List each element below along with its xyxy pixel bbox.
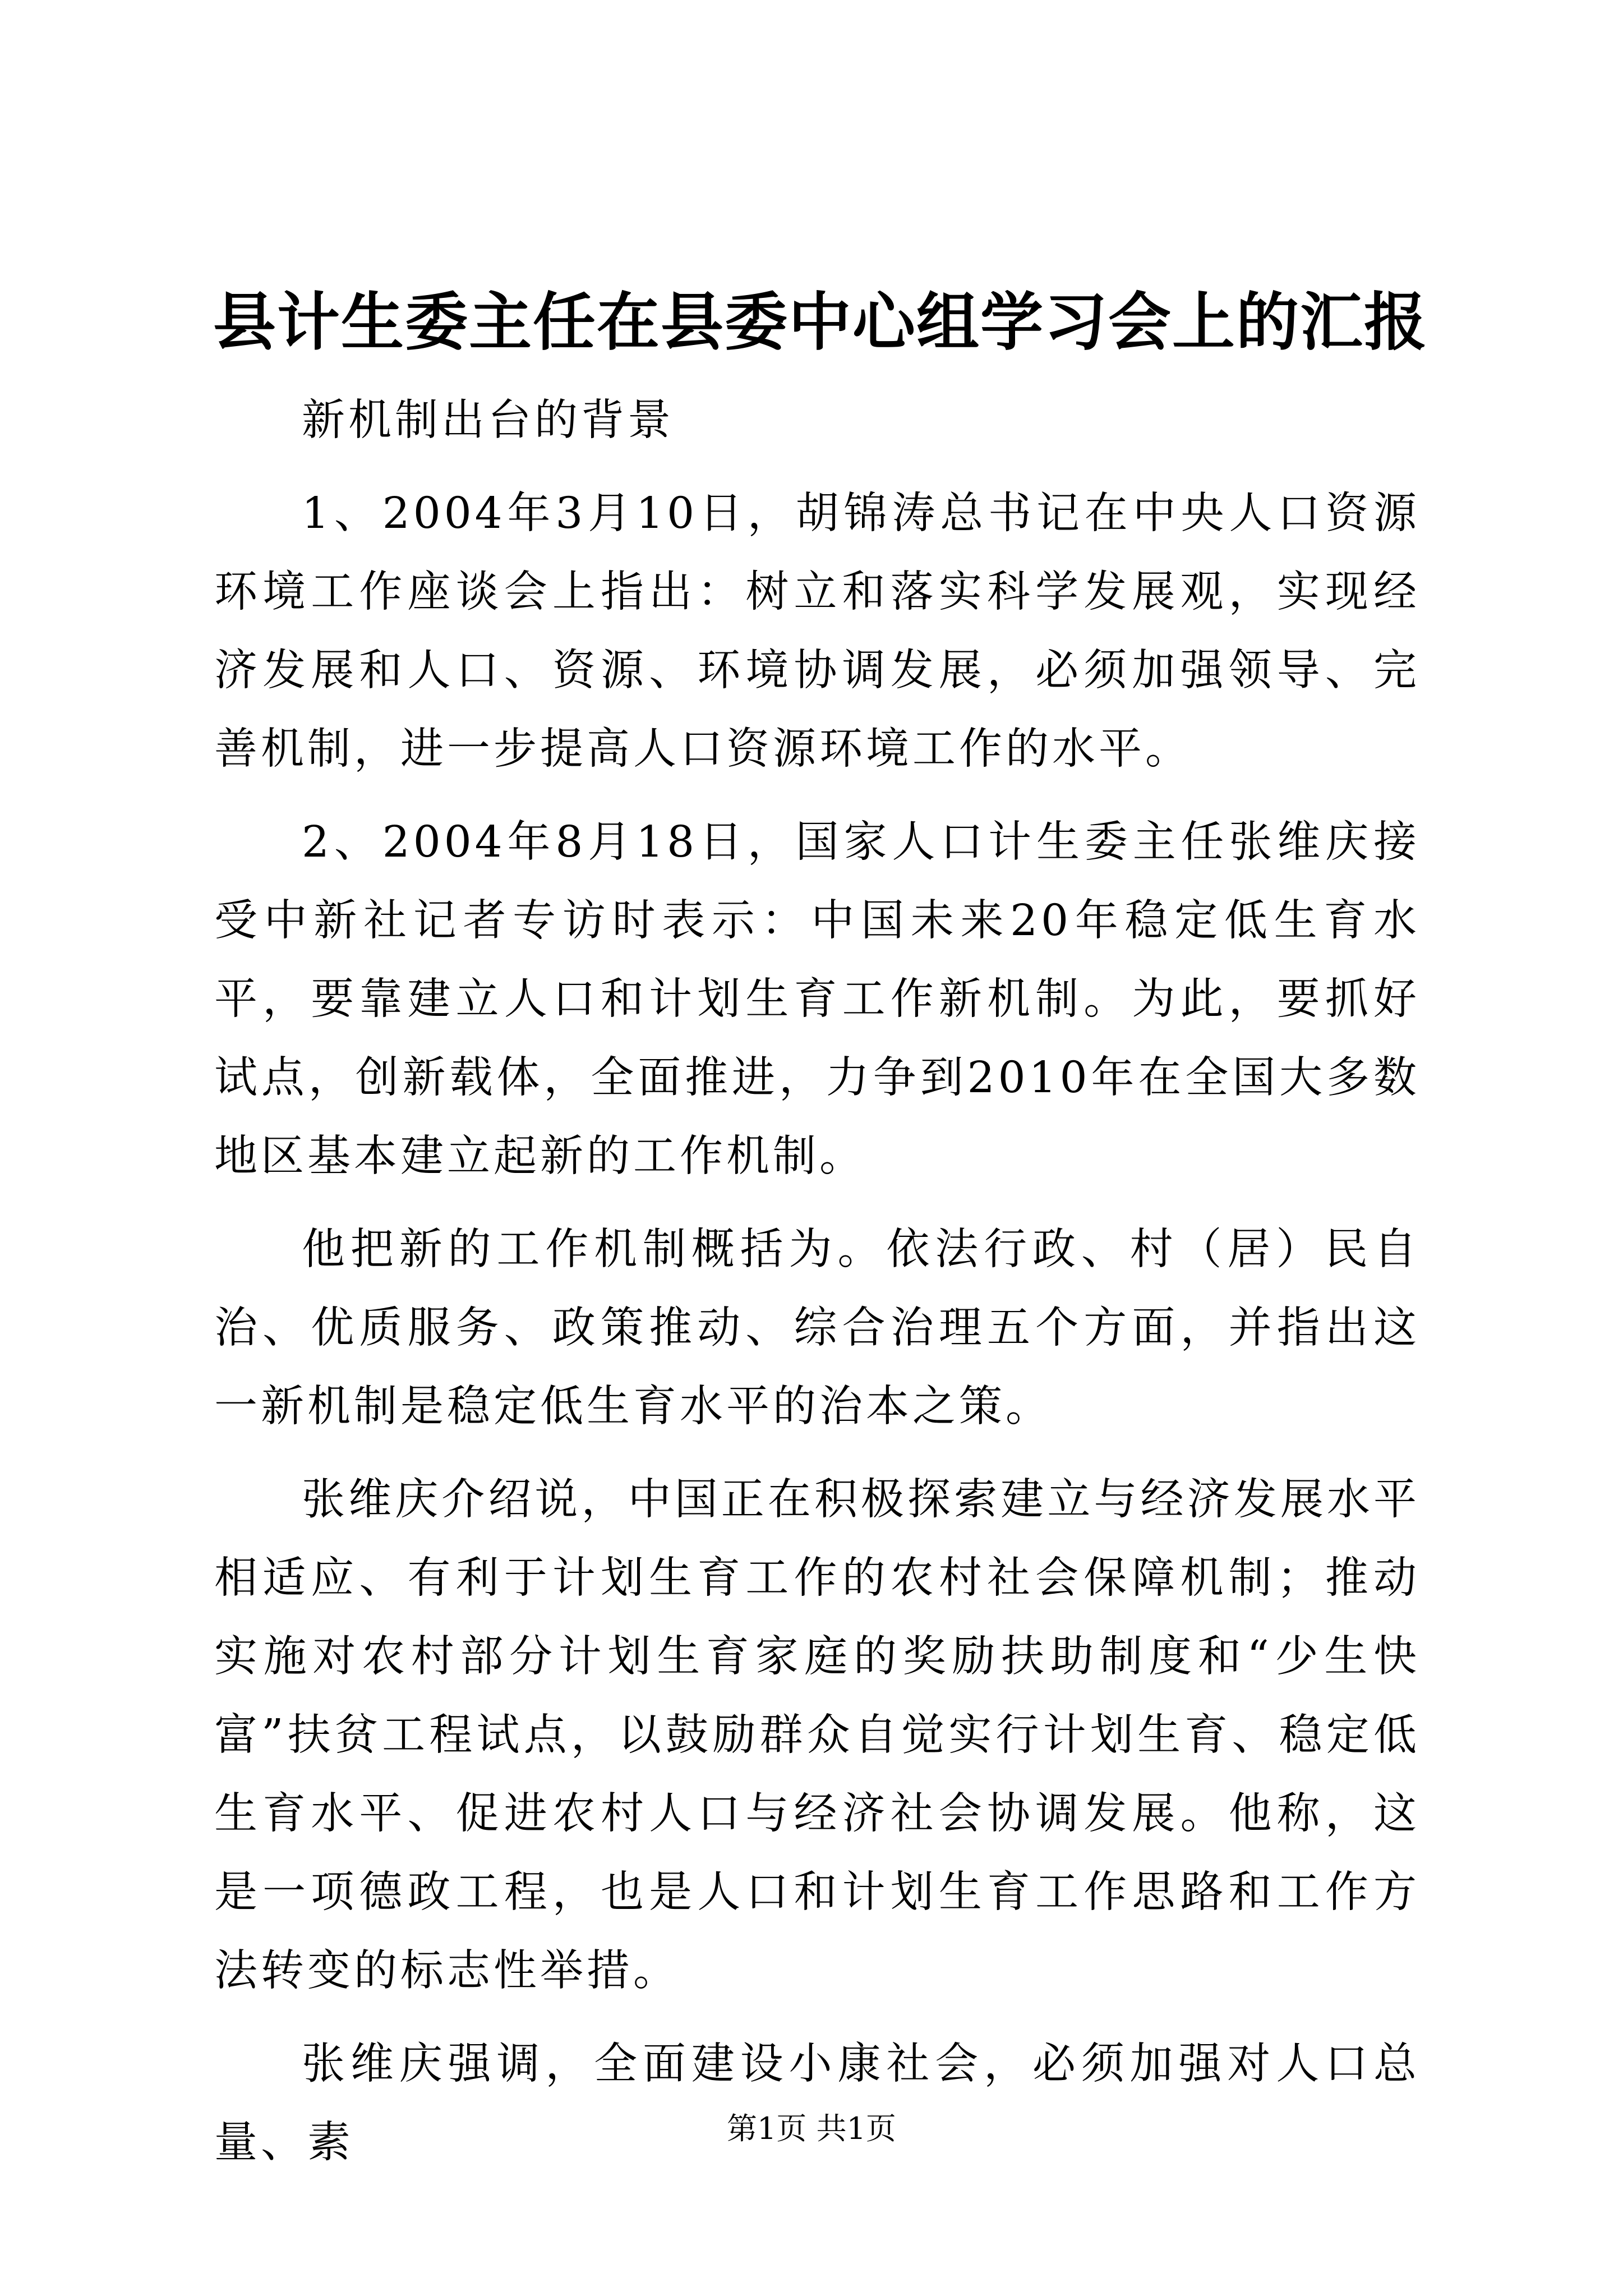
document-body xyxy=(214,381,1420,2182)
document-title: 县计生委主任在县委中心组学习会上的汇报 xyxy=(213,286,1428,359)
body-paragraph: 他把新的工作机制概括为。依法行政、村（居）民自治、优质服务、政策推动、综合治理五个方面，并指出这一新机制是稳定低生育水平的治本之策。 xyxy=(214,1225,1420,1432)
body-paragraph: 张维庆介绍说，中国正在积极探索建立与经济发展水平相适应、有利于计划生育工作的农村社会保障机制；推动实施对农村部分计划生育家庭的奖励扶助制度和“少生快富”扶贫工程试点，以鼓励群众自觉实行计划生育、稳定低生育水平、促进农村人口与经济社会协调发展。他称，这是一项德政工程，也是人口和计划生育工作思路和工作方法转变的标志性举措。 xyxy=(214,1475,1420,1996)
body-paragraph: 2、2004年8月18日，国家人口计生委主任张维庆接受中新社记者专访时表示：中国未来20年稳定低生育水平，要靠建立人口和计划生育工作新机制。为此，要抓好试点，创新载体，全面推进，力争到2010年在全国大多数地区基本建立起新的工作机制。 xyxy=(214,817,1420,1181)
page-footer: 第1页 共1页 xyxy=(727,2111,896,2146)
body-paragraph: 1、2004年3月10日，胡锦涛总书记在中央人口资源环境工作座谈会上指出：树立和落实科学发展观，实现经济发展和人口、资源、环境协调发展，必须加强领导、完善机制，进一步提高人口资源环境工作的水平。 xyxy=(214,489,1420,774)
section-heading: 新机制出台的背景 xyxy=(302,395,674,445)
body-paragraph: 张维庆强调，全面建设小康社会，必须加强对人口总量、素 xyxy=(214,2039,1420,2168)
